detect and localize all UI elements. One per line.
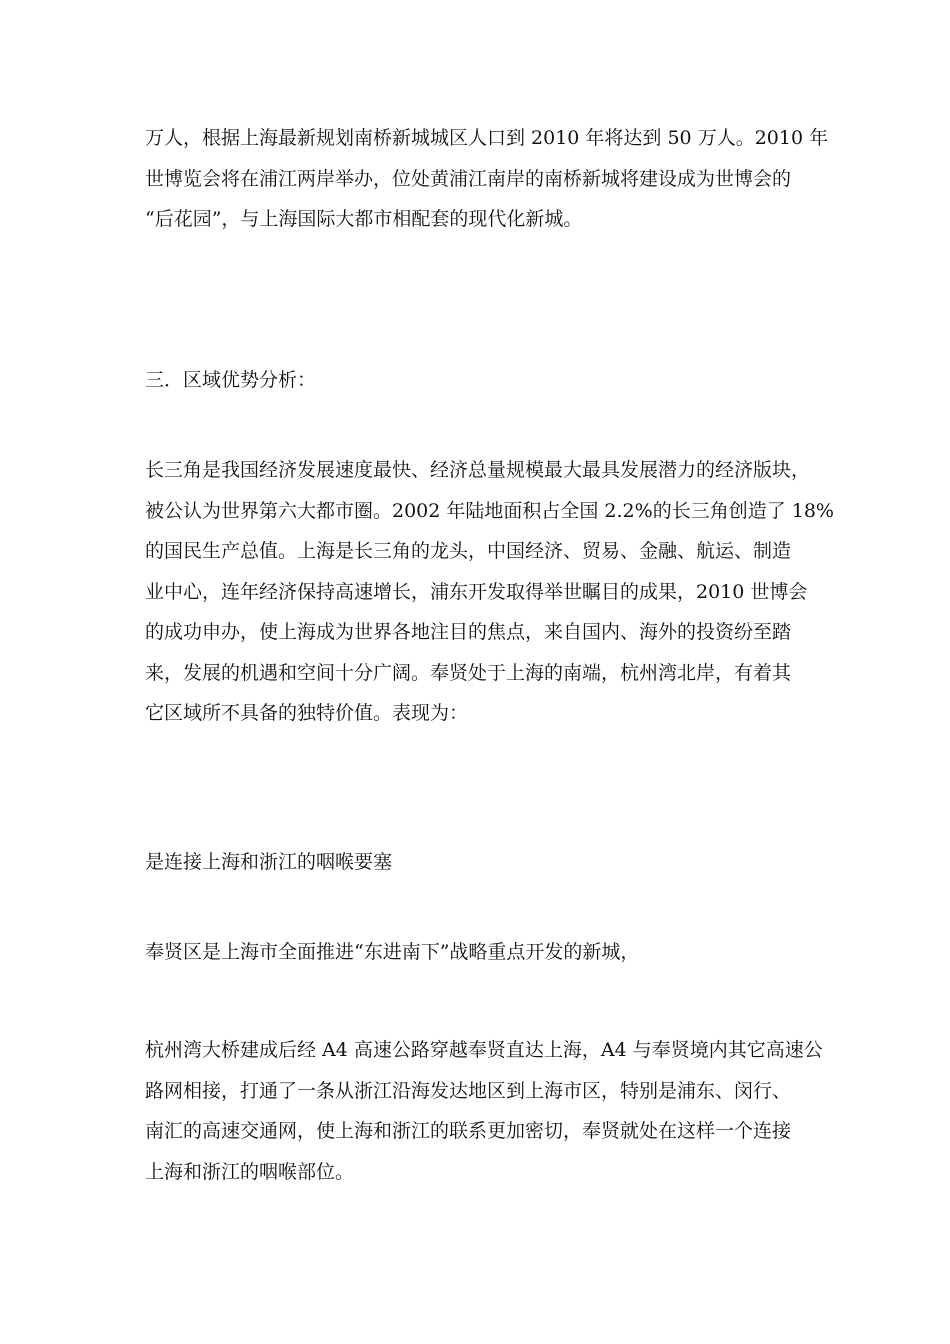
text-line: “后花园”，与上海国际大都市相配套的现代化新城。 [145, 208, 583, 230]
paragraph-fengxian-strategy [145, 932, 817, 973]
text-line: 万人，根据上海最新规划南桥新城城区人口到 2010 年将达到 50 万人。2010 年 [145, 127, 829, 149]
text-line: 的国民生产总值。上海是长三角的龙头，中国经济、贸易、金融、航运、制造 [145, 540, 792, 562]
text-line: 它区域所不具备的独特价值。表现为： [145, 702, 469, 724]
text-line: 上海和浙江的咽喉部位。 [145, 1160, 355, 1183]
text-line: 来，发展的机遇和空间十分广阔。奉贤处于上海的南端，杭州湾北岸，有着其 [145, 661, 792, 684]
text-line: 世博览会将在浦江两岸举办，位处黄浦江南岸的南桥新城将建设成为世博会的 [145, 167, 792, 190]
text-line: 路网相接，打通了一条从浙江沿海发达地区到上海市区，特别是浦东、闵行、 [145, 1079, 792, 1102]
text-line: 杭州湾大桥建成后经 A4 高速公路穿越奉贤直达上海，A4 与奉贤境内其它高速公 [145, 1039, 823, 1061]
text-line: 三．区域优势分析： [145, 369, 317, 391]
text-line: 的成功申办，使上海成为世界各地注目的焦点，来自国内、海外的投资纷至踏 [145, 621, 792, 643]
text-line: 被公认为世界第六大都市圈。2002 年陆地面积占全国 2.2%的长三角创造了 18% [145, 499, 834, 522]
paragraph-bridge-highway [145, 1030, 823, 1192]
paragraph-yangtze-delta [145, 450, 834, 734]
paragraph-intro-continuation [145, 118, 829, 240]
text-line: 业中心，连年经济保持高速增长，浦东开发取得举世瞩目的成果，2010 世博会 [145, 580, 808, 603]
text-line: 南汇的高速交通网，使上海和浙江的联系更加密切，奉贤就处在这样一个连接 [145, 1120, 792, 1142]
text-line: 是连接上海和浙江的咽喉要塞 [145, 851, 393, 873]
text-line: 奉贤区是上海市全面推进“东进南下”战略重点开发的新城， [145, 941, 640, 963]
text-line: 长三角是我国经济发展速度最快、经济总量规模最大最具发展潜力的经济版块， [145, 459, 811, 481]
point-heading [145, 842, 817, 883]
section-heading [145, 360, 817, 401]
